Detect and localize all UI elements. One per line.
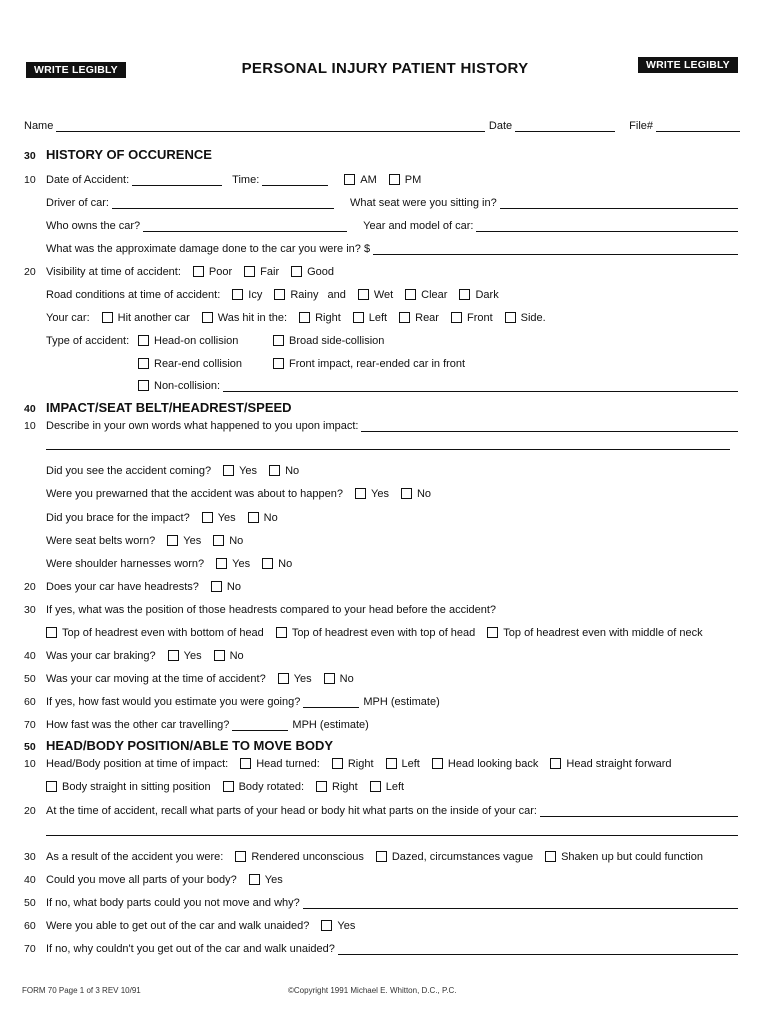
hit-parts-row: 20 At the time of accident, recall what parts of your head or body hit what parts on the inside of your car: — [24, 803, 742, 817]
seatbelt-row: Were seat belts worn? Yes No — [46, 535, 244, 547]
accident-date-row: 10 Date of Accident: Time: AM PM — [24, 174, 422, 186]
seat-field[interactable] — [500, 198, 738, 209]
headrest-top-checkbox[interactable] — [276, 627, 287, 638]
rear-end-checkbox[interactable] — [138, 358, 149, 369]
cannot-move-field[interactable] — [303, 898, 738, 909]
dazed-checkbox[interactable] — [376, 851, 387, 862]
body-rotated-checkbox[interactable] — [223, 781, 234, 792]
moving-yes-checkbox[interactable] — [278, 673, 289, 684]
your-car-row: Your car: Hit another car Was hit in the: Right Left Rear Front Side. — [46, 312, 546, 324]
was-hit-checkbox[interactable] — [202, 312, 213, 323]
hit-parts-field-line-2[interactable] — [46, 835, 738, 836]
copyright: ©Copyright 1991 Michael E. Whitton, D.C., P.C. — [288, 986, 457, 995]
see-no-checkbox[interactable] — [269, 465, 280, 476]
head-position-row: 10 Head/Body position at time of impact: Head turned: Right Left Head looking back Head straight forward — [24, 758, 672, 770]
head-on-checkbox[interactable] — [138, 335, 149, 346]
moving-row: 50 Was your car moving at the time of accident? Yes No — [24, 673, 354, 685]
headrests-no-checkbox[interactable] — [211, 581, 222, 592]
road-icy-checkbox[interactable] — [232, 289, 243, 300]
visibility-poor-checkbox[interactable] — [193, 266, 204, 277]
other-speed-field[interactable] — [232, 720, 288, 731]
form-number: FORM 70 Page 1 of 3 REV 10/91 — [22, 986, 141, 995]
driver-row: Driver of car: What seat were you sitting in? — [46, 195, 742, 209]
non-collision-checkbox[interactable] — [138, 380, 149, 391]
your-speed-field[interactable] — [303, 697, 359, 708]
am-checkbox[interactable] — [344, 174, 355, 185]
result-row: 30 As a result of the accident you were: Rendered unconscious Dazed, circumstances vague Shaken up but could function — [24, 851, 703, 863]
harness-yes-checkbox[interactable] — [216, 558, 227, 569]
non-collision-field[interactable] — [223, 381, 738, 392]
driver-field[interactable] — [112, 198, 334, 209]
describe-field-line-2[interactable] — [46, 449, 730, 450]
braking-yes-checkbox[interactable] — [168, 650, 179, 661]
date-field[interactable] — [515, 121, 615, 132]
braking-no-checkbox[interactable] — [214, 650, 225, 661]
braking-row: 40 Was your car braking? Yes No — [24, 650, 244, 662]
hit-rear-checkbox[interactable] — [399, 312, 410, 323]
seatbelt-yes-checkbox[interactable] — [167, 535, 178, 546]
prewarned-yes-checkbox[interactable] — [355, 488, 366, 499]
year-model-field[interactable] — [476, 221, 738, 232]
move-all-yes-checkbox[interactable] — [249, 874, 260, 885]
hit-left-checkbox[interactable] — [353, 312, 364, 323]
owner-row: Who owns the car? Year and model of car: — [46, 218, 742, 232]
body-straight-checkbox[interactable] — [46, 781, 57, 792]
road-dark-checkbox[interactable] — [459, 289, 470, 300]
form-title: PERSONAL INJURY PATIENT HISTORY — [241, 60, 529, 77]
name-label: Name — [24, 120, 54, 132]
body-left-checkbox[interactable] — [370, 781, 381, 792]
prewarned-no-checkbox[interactable] — [401, 488, 412, 499]
front-impact-checkbox[interactable] — [273, 358, 284, 369]
file-label: File# — [629, 120, 653, 132]
head-straight-checkbox[interactable] — [550, 758, 561, 769]
hit-parts-field[interactable] — [540, 806, 738, 817]
brace-no-checkbox[interactable] — [248, 512, 259, 523]
time-field[interactable] — [262, 175, 328, 186]
harness-no-checkbox[interactable] — [262, 558, 273, 569]
hit-another-car-checkbox[interactable] — [102, 312, 113, 323]
describe-row: 10 Describe in your own words what happened to you upon impact: — [24, 418, 742, 432]
type-row-1: Type of accident: Head-on collision Broad side-collision — [46, 335, 385, 347]
head-right-checkbox[interactable] — [332, 758, 343, 769]
section-30-heading: 30 HISTORY OF OCCURENCE — [24, 147, 212, 162]
owner-field[interactable] — [143, 221, 347, 232]
head-turned-checkbox[interactable] — [240, 758, 251, 769]
road-wet-checkbox[interactable] — [358, 289, 369, 300]
see-yes-checkbox[interactable] — [223, 465, 234, 476]
write-legibly-badge-left: WRITE LEGIBLY — [26, 62, 126, 78]
walk-yes-checkbox[interactable] — [321, 920, 332, 931]
brace-row: Did you brace for the impact? Yes No — [46, 512, 278, 524]
describe-field[interactable] — [361, 421, 738, 432]
hit-side-checkbox[interactable] — [505, 312, 516, 323]
broad-side-checkbox[interactable] — [273, 335, 284, 346]
accident-date-field[interactable] — [132, 175, 222, 186]
unconscious-checkbox[interactable] — [235, 851, 246, 862]
headrest-options-row: Top of headrest even with bottom of head Top of headrest even with top of head Top of headrest even with middle of neck — [40, 625, 703, 639]
shaken-checkbox[interactable] — [545, 851, 556, 862]
walk-row: 60 Were you able to get out of the car and walk unaided? Yes — [24, 920, 356, 932]
damage-field[interactable] — [373, 244, 738, 255]
headrest-bottom-checkbox[interactable] — [46, 627, 57, 638]
road-clear-checkbox[interactable] — [405, 289, 416, 300]
date-label: Date — [488, 120, 513, 132]
move-all-row: 40 Could you move all parts of your body? Yes — [24, 874, 283, 886]
moving-no-checkbox[interactable] — [324, 673, 335, 684]
road-rainy-checkbox[interactable] — [274, 289, 285, 300]
seatbelt-no-checkbox[interactable] — [213, 535, 224, 546]
file-field[interactable] — [656, 121, 740, 132]
headrest-position-row: 30 If yes, what was the position of those headrests compared to your head before the accident? — [24, 604, 497, 616]
prewarned-row: Were you prewarned that the accident was about to happen? Yes No — [46, 488, 432, 500]
head-looking-back-checkbox[interactable] — [432, 758, 443, 769]
type-row-3: Non-collision: — [132, 378, 742, 392]
body-right-checkbox[interactable] — [316, 781, 327, 792]
hit-right-checkbox[interactable] — [299, 312, 310, 323]
write-legibly-badge-right: WRITE LEGIBLY — [638, 57, 738, 73]
name-field[interactable] — [56, 121, 485, 132]
harness-row: Were shoulder harnesses worn? Yes No — [46, 558, 293, 570]
head-left-checkbox[interactable] — [386, 758, 397, 769]
hit-front-checkbox[interactable] — [451, 312, 462, 323]
see-coming-row: Did you see the accident coming? Yes No — [46, 465, 300, 477]
why-not-row: 70 If no, why couldn't you get out of the car and walk unaided? — [24, 941, 742, 955]
section-50-heading: 50 HEAD/BODY POSITION/ABLE TO MOVE BODY — [24, 738, 333, 753]
road-row: Road conditions at time of accident: Icy Rainy and Wet Clear Dark — [46, 289, 499, 301]
pm-checkbox[interactable] — [389, 174, 400, 185]
headrests-row: 20 Does your car have headrests? No — [24, 581, 241, 593]
why-not-field[interactable] — [338, 944, 738, 955]
visibility-fair-checkbox[interactable] — [244, 266, 255, 277]
section-40-heading: 40 IMPACT/SEAT BELT/HEADREST/SPEED — [24, 400, 292, 415]
cannot-move-row: 50 If no, what body parts could you not move and why? — [24, 895, 742, 909]
name-row — [24, 118, 744, 132]
other-car-speed-row: 70 How fast was the other car travelling? MPH (estimate) — [24, 719, 369, 731]
damage-row: What was the approximate damage done to the car you were in? $ — [46, 241, 742, 255]
type-row-2: Rear-end collision Front impact, rear-ended car in front — [132, 356, 465, 370]
body-position-row: Body straight in sitting position Body rotated: Right Left — [40, 779, 404, 793]
how-fast-row: 60 If yes, how fast would you estimate you were going? MPH (estimate) — [24, 696, 440, 708]
brace-yes-checkbox[interactable] — [202, 512, 213, 523]
visibility-row: 20 Visibility at time of accident: Poor Fair Good — [24, 266, 335, 278]
headrest-neck-checkbox[interactable] — [487, 627, 498, 638]
visibility-good-checkbox[interactable] — [291, 266, 302, 277]
